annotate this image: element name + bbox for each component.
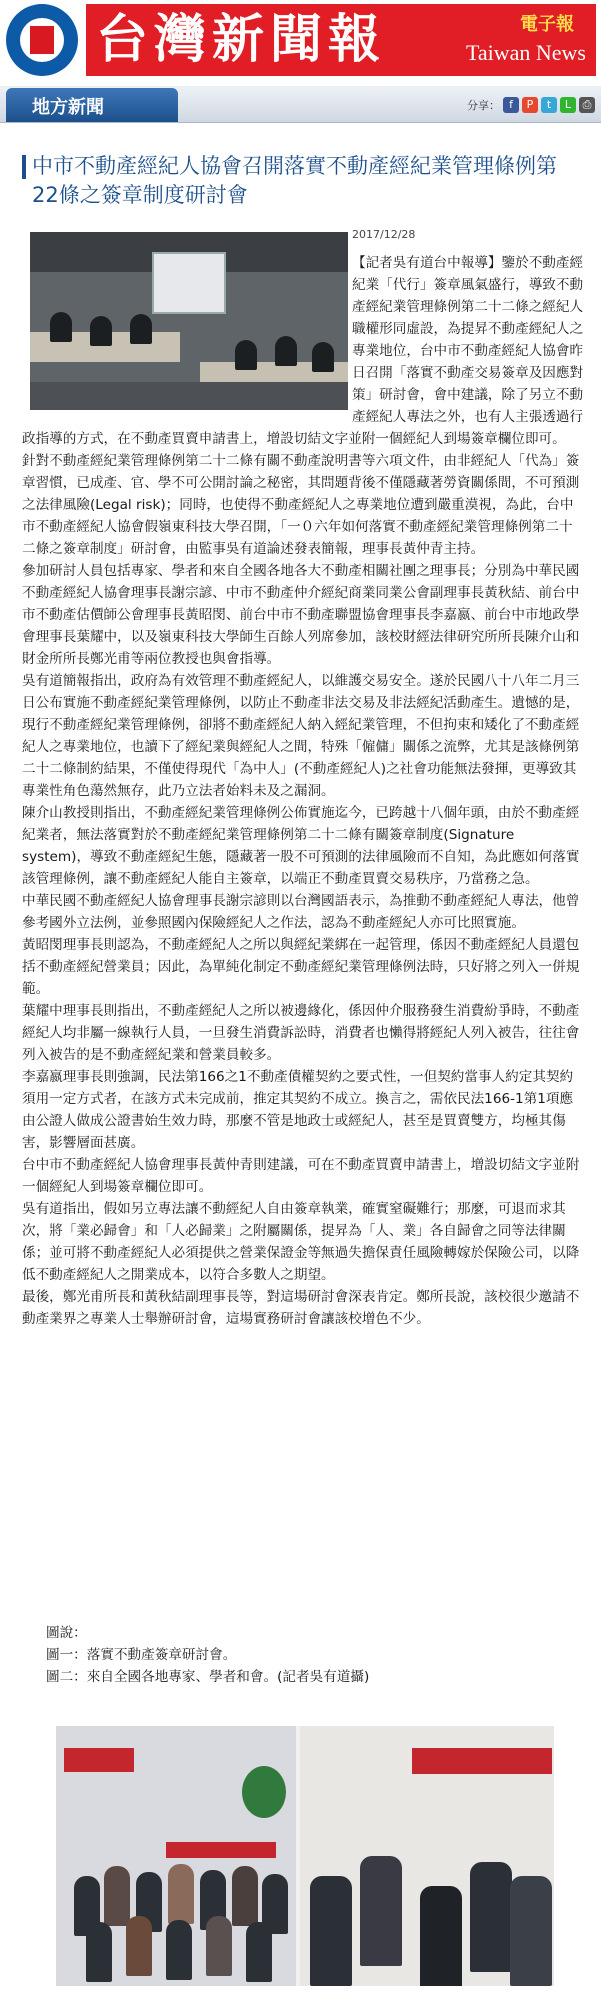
- photo-plant: [242, 1766, 286, 1818]
- photo-person: [420, 1886, 462, 1986]
- line-icon[interactable]: L: [560, 97, 576, 113]
- twitter-icon[interactable]: t: [541, 97, 557, 113]
- photo-panel-left: [56, 1726, 296, 1986]
- section-tab-local-news[interactable]: [6, 88, 178, 122]
- figure-caption-heading: 圖說：: [46, 1625, 87, 1641]
- photo-person: [360, 1856, 402, 1966]
- figure-captions: [46, 1622, 369, 1688]
- article-paragraph: 陳介山教授則指出，不動產經紀業管理條例公佈實施迄今，已跨越十八個年頭，由於不動產經紀業者，無法落實對於不動產經紀業管理條例第二十二條有關簽章制度(Signature system)，導致不動產經紀生態，隱藏著一股不可預測的法律風險而不自知，為此應如何落實該管理條例，讓不動產經紀人能自主簽章，以端正不動產買賣交易秩序，乃當務之急。: [22, 805, 580, 887]
- article-paragraph: 葉耀中理事長則指出，不動產經紀人之所以被邊緣化，係因仲介服務發生消費紛爭時，不動產經紀人均非屬一線執行人員，一旦發生消費訴訟時，消費者也懶得將經紀人列入被告，往往會列入被告的是不動產經紀業和營業員較多。: [22, 1003, 580, 1063]
- article-paragraph: 最後，鄭光甫所長和黃秋結副理事長等，對這場研討會深表肯定。鄭所長說，該校很少邀請不動產業界之專業人士舉辦研討會，這場實務研討會讓該校增色不少。: [22, 1289, 580, 1327]
- photo-person: [104, 1866, 130, 1926]
- photo-person: [86, 1922, 112, 1982]
- masthead: [0, 0, 601, 84]
- masthead-english-title: Taiwan News: [465, 40, 586, 65]
- photo-person: [126, 1916, 152, 1976]
- photo-banner: [64, 1748, 134, 1772]
- section-label: 地方新聞: [32, 97, 104, 118]
- photo-banner: [166, 1842, 276, 1858]
- print-icon[interactable]: ⎙: [579, 97, 595, 113]
- article-date: 2017/12/28: [352, 228, 416, 241]
- article-photo-attendees: [56, 1726, 554, 1986]
- section-bar: [0, 86, 601, 123]
- article-body: [22, 252, 586, 1330]
- headline-accent-bar: [22, 155, 26, 179]
- facebook-icon[interactable]: f: [503, 97, 519, 113]
- photo-person: [232, 1866, 258, 1926]
- photo-panel-right: [300, 1726, 554, 1986]
- photo-person: [246, 1922, 272, 1982]
- photo-person: [470, 1862, 512, 1972]
- masthead-title: 台灣新聞報: [96, 9, 387, 70]
- share-label: 分享：: [467, 99, 500, 112]
- photo-person: [510, 1876, 552, 1986]
- plurk-icon[interactable]: P: [522, 97, 538, 113]
- masthead-subtitle: 電子報: [520, 14, 574, 35]
- logo-emblem: [20, 18, 64, 62]
- photo-banner: [412, 1748, 552, 1774]
- photo-person: [310, 1876, 352, 1986]
- article-paragraph: 李嘉嬴理事長則強調，民法第166之1不動產債權契約之要式性，一但契約當事人約定其契約須用一定方式者，在該方式未完成前，推定其契約不成立。換言之，需依民法166-1第1項應由公證人做成公證書始生效力時，那麼不管是地政士或經紀人，甚至是買賣雙方，均極其傷害，影響層面甚廣。: [22, 1069, 574, 1151]
- article-paragraph: 參加研討人員包括專家、學者和來自全國各地各大不動產相關社團之理事長；分別為中華民國不動產經紀人協會理事長謝宗諺、中市不動產仲介經紀商業同業公會副理事長黃秋結、前台中市不動產估價師公會理事長黃昭閔、前台中市不動產聯盟協會理事長李嘉嬴、前台中市地政學會理事長葉耀中，以及嶺東科技大學師生百餘人列席參加，該校財經法律研究所所長陳介山和財金所所長鄭光甫等兩位教授也與會指導。: [22, 563, 580, 667]
- newspaper-logo[interactable]: [6, 4, 78, 76]
- article-paragraph: 【記者吳有道台中報導】鑒於不動產經紀業「代行」簽章風氣盛行，導致不動產經紀業管理條例第二十二條之經紀人職權形同虛設，為提昇不動產經紀人之專業地位，台中市不動產經紀人協會昨日召開「落實不動產交易簽章及因應對策」研討會，會中建議，除了另立不動產經紀人專法之外，也有人主張透過行政指導的方式，在不動產買賣申請書上，增設切結文字並附一個經紀人到場簽章欄位即可。: [22, 255, 584, 447]
- figure-caption: 圖一：落實不動產簽章研討會。: [46, 1647, 237, 1663]
- share-toolbar: [467, 95, 595, 115]
- headline-block: [22, 152, 582, 210]
- article-headline: 中市不動產經紀人協會召開落實不動產經紀業管理條例第22條之簽章制度研討會: [32, 154, 557, 207]
- article-paragraph: 吳有道簡報指出，政府為有效管理不動產經紀人，以維護交易安全。遂於民國八十八年二月三日公布實施不動產經紀業管理條例，以防止不動產非法交易及非法經紀活動產生。遺憾的是，現行不動產經紀業管理條例，卻將不動產經紀人納入經紀業管理，不但拘束和矮化了不動產經紀人之專業地位，也讀下了經紀業與經紀人之間，特殊「僱傭」關係之流弊，尤其是該條例第二十二條制約結果，不僅使得現代「為中人」(不動產經紀人)之社會功能無法發揮，更導致其專業性角色蕩然無存，此乃立法者始料未及之漏洞。: [22, 673, 580, 799]
- article-paragraph: 黃昭閔理事長則認為，不動產經紀人之所以與經紀業綁在一起管理，係因不動產經紀人員還包括不動產經紀營業員；因此，為單純化制定不動產經紀業管理條例法時，只好將之列入一併規範。: [22, 937, 580, 997]
- photo-person: [166, 1920, 192, 1980]
- masthead-banner: [86, 4, 596, 76]
- photo-person: [168, 1864, 194, 1924]
- photo-person: [206, 1916, 232, 1976]
- figure-caption: 圖二：來自全國各地專家、學者和會。(記者吳有道攝): [46, 1669, 370, 1685]
- article-paragraph: 台中市不動產經紀人協會理事長黃仲青則建議，可在不動產買賣申請書上，增設切結文字並附一個經紀人到場簽章欄位即可。: [22, 1157, 580, 1195]
- article-paragraph: 中華民國不動產經紀人協會理事長謝宗諺則以台灣國語表示，為推動不動產經紀人專法，他曾參考國外立法例，並參照國內保險經紀人之作法，認為不動產經紀人亦可比照實施。: [22, 893, 580, 931]
- logo-mark-icon: [30, 26, 54, 54]
- article-paragraph: 針對不動產經紀業管理條例第二十二條有關不動產說明書等六項文件，由非經紀人「代為」簽章習慣，已成產、官、學不可公開討論之秘密，其問題背後不僅隱藏著勞資關係間，不可預測之法律風險(Legal risk)；同時，也使得不動產經紀人之專業地位遭到嚴重漠視，為此，台中市不動產經紀人協會假嶺東科技大學召開，「一０六年如何落實不動產經紀業管理條例第二十二條之簽章制度」研討會，由監事吳有道論述發表簡報，理事長黃仲青主持。: [22, 453, 580, 557]
- article-paragraph: 吳有道指出，假如另立專法讓不動經紀人自由簽章執業，確實窒礙難行；那麼，可退而求其次，將「業必歸會」和「人必歸業」之附屬關係，提昇為「人、業」各自歸會之同等法律關係；並可將不動產經紀人必須提供之營業保證金等無過失擔保責任風險轉嫁於保險公司，以降低不動產經紀人之開業成本，以符合多數人之期望。: [22, 1201, 580, 1283]
